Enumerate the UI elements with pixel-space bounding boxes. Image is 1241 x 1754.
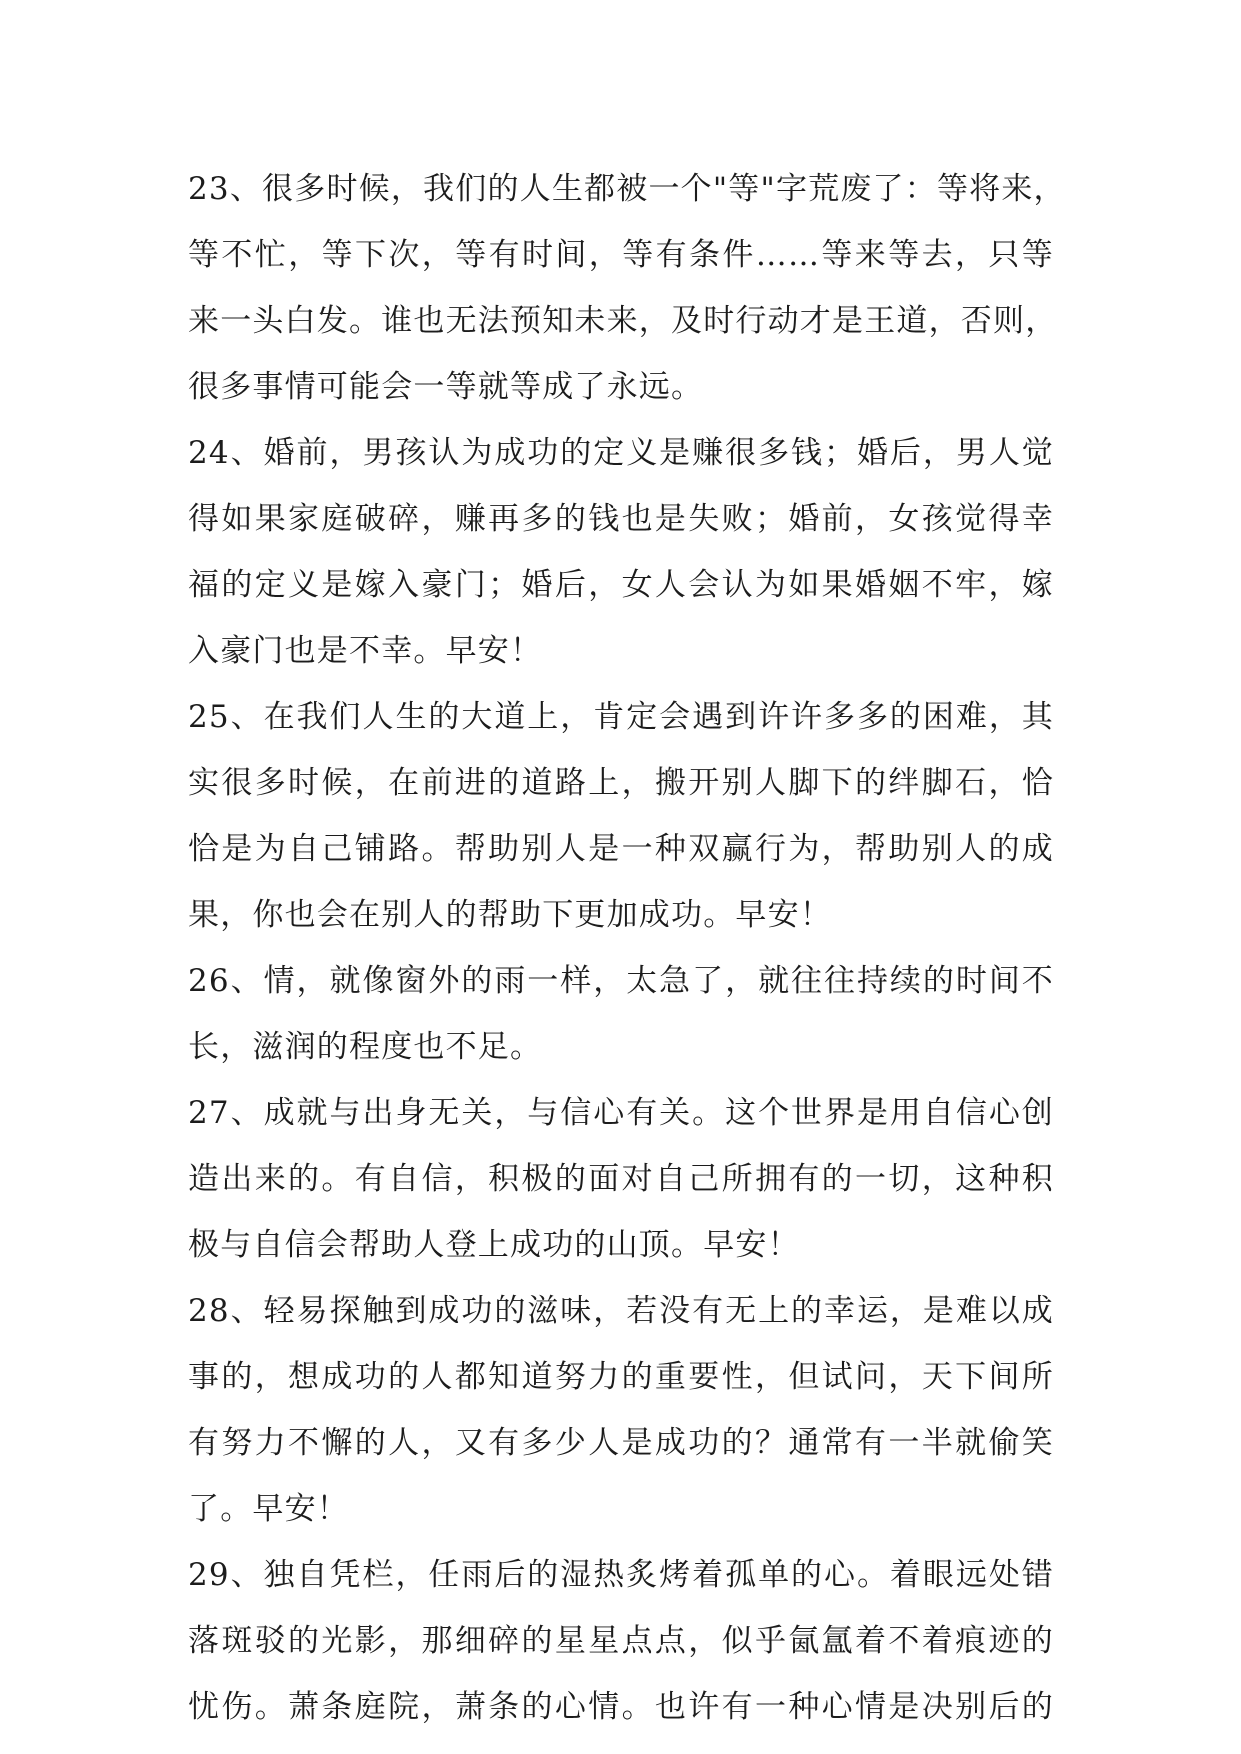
paragraph-25 [188,684,1054,948]
paragraph-28 [188,1278,1054,1542]
text-line: 极与自信会帮助人登上成功的山顶。早安！ [188,1227,800,1263]
paragraph-26 [188,948,1054,1080]
text-line: 实很多时候，在前进的道路上，搬开别人脚下的绊脚石，恰 [188,765,1054,801]
text-line: 有努力不懈的人，又有多少人是成功的？通常有一半就偷笑 [188,1425,1054,1461]
paragraph-23 [188,156,1066,420]
text-line: 来一头白发。谁也无法预知未来，及时行动才是王道，否则， [188,303,1058,339]
text-line: 很多事情可能会一等就等成了永远。 [188,369,704,405]
text-line: 造出来的。有自信，积极的面对自己所拥有的一切，这种积 [188,1161,1054,1197]
text-line: 28、轻易探触到成功的滋味，若没有无上的幸运，是难以成 [188,1293,1054,1329]
text-line: 26、情，就像窗外的雨一样，太急了，就往往持续的时间不 [188,963,1054,999]
text-line: 忧伤。萧条庭院，萧条的心情。也许有一种心情是决别后的 [188,1689,1054,1725]
paragraph-29 [188,1542,1054,1740]
text-line: 长，滋润的程度也不足。 [188,1029,543,1065]
paragraph-24 [188,420,1054,684]
text-line: 24、婚前，男孩认为成功的定义是赚很多钱；婚后，男人觉 [188,435,1054,471]
text-line: 等不忙，等下次，等有时间，等有条件……等来等去，只等 [188,237,1054,273]
text-line: 入豪门也是不幸。早安！ [188,633,543,669]
document-body [188,156,1066,1740]
text-line: 了。早安！ [188,1491,349,1527]
text-line: 事的，想成功的人都知道努力的重要性，但试问，天下间所 [188,1359,1054,1395]
text-line: 25、在我们人生的大道上，肯定会遇到许许多多的困难，其 [188,699,1054,735]
text-line: 得如果家庭破碎，赚再多的钱也是失败；婚前，女孩觉得幸 [188,501,1054,537]
text-line: 落斑驳的光影，那细碎的星星点点，似乎氤氲着不着痕迹的 [188,1623,1054,1659]
text-line: 果，你也会在别人的帮助下更加成功。早安！ [188,897,832,933]
text-line: 恰是为自己铺路。帮助别人是一种双赢行为，帮助别人的成 [188,831,1054,867]
text-line: 福的定义是嫁入豪门；婚后，女人会认为如果婚姻不牢，嫁 [188,567,1054,603]
paragraph-27 [188,1080,1054,1278]
text-line: 29、独自凭栏，任雨后的湿热炙烤着孤单的心。着眼远处错 [188,1557,1054,1593]
text-line: 27、成就与出身无关，与信心有关。这个世界是用自信心创 [188,1095,1054,1131]
text-line: 23、很多时候，我们的人生都被一个"等"字荒废了：等将来， [188,171,1066,207]
